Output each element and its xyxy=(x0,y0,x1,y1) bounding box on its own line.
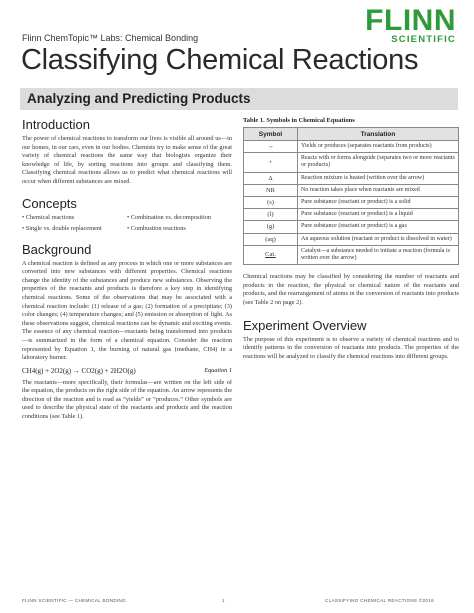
table-row xyxy=(244,172,459,184)
concept-item: • Combustion reactions xyxy=(127,224,186,232)
concept-item: • Chemical reactions xyxy=(22,213,75,221)
flinn-logo xyxy=(365,4,456,45)
header-translation: Translation xyxy=(298,128,459,141)
header-symbol: Symbol xyxy=(244,128,298,141)
equation-row xyxy=(22,367,232,375)
symbols-table xyxy=(243,127,459,265)
symbol-cell: → xyxy=(244,141,298,153)
footer-right: CLASSIFYING CHEMICAL REACTIONS ©2016 xyxy=(325,598,434,603)
experiment-heading: Experiment Overview xyxy=(243,317,367,333)
symbol-cell: (g) xyxy=(244,221,298,233)
table-row xyxy=(244,141,459,153)
logo-sub-text: SCIENTIFIC xyxy=(391,34,456,45)
symbol-cell: (aq) xyxy=(244,233,298,245)
background-text-1: A chemical reaction is defined as any process in which one or more substances are converted into new substances with different properties. Chemical reactions change the identity of the substances and produce new substances. Observing the properties of the reactants and products is therefore a key step in identifying chemical reactions. Some of the observations that may be associated with a chemical reaction include: (1) release of a gas; (2) formation of a precipitate; (3) color changes; (4) temperature changes; and (5) emission or absorption of light. As these observations suggest, chemical reactions can be dynamic and exciting events. The essence of any chemical reaction—reactants being transformed into products—is summarized in the form of a chemical equation. Consider the reaction represented by Equation 1, the burning of natural gas (methane, CH4) in a laboratory burner. xyxy=(22,259,232,362)
table-row xyxy=(244,153,459,172)
translation-cell: No reaction takes place when reactants are mixed xyxy=(298,184,459,196)
table-row xyxy=(244,245,459,264)
concepts-heading: Concepts xyxy=(22,195,77,211)
experiment-text: The purpose of this experiment is to observe a variety of chemical reactions and to identify patterns in the conversion of reactants into products. The properties of the reactions will be analyzed to classify the chemical reactions into different groups. xyxy=(243,335,459,360)
translation-cell: Catalyst—a substance needed to initiate a reaction (formula is written over the arrow) xyxy=(298,245,459,264)
intro-text: The power of chemical reactions to transform our lives is visible all around us—in our homes, in our cars, even in our bodies. Chemists try to make sense of the great variety of chemical reactions the same way that biologists organize their knowledge of life, by sorting reactions into groups and classifying them. Classifying chemical reactions allows us to predict what chemical reactions will occur when different substances are mixed. xyxy=(22,135,232,185)
left-column xyxy=(22,117,232,422)
table-row xyxy=(244,184,459,196)
concept-item: • Combination vs. decomposition xyxy=(127,213,212,221)
translation-cell: Yields or produces (separates reactants from products) xyxy=(298,141,459,153)
symbol-cell: Cat. xyxy=(244,245,298,264)
series-kicker: Flinn ChemTopic™ Labs: Chemical Bonding xyxy=(22,33,199,43)
concept-item: • Single vs. double replacement xyxy=(22,224,102,232)
symbol-cell: (l) xyxy=(244,209,298,221)
background-text-2: The reactants—more specifically, their formulas—are written on the left side of the equation, the products on the right side of the equation. An arrow represents the direction of the reaction and is read as “yields” or “produces.” Other symbols are used to describe the physical state of the reactants and products and the reaction conditions (see Table 1). xyxy=(22,378,232,421)
logo-main-text: FLINN xyxy=(365,4,456,37)
right-column xyxy=(243,117,459,361)
translation-cell: Pure substance (reactant or product) is a liquid xyxy=(298,209,459,221)
equation-1: CH4(g) + 2O2(g) → CO2(g) + 2H2O(g) xyxy=(22,366,136,375)
footer-left: FLINN SCIENTIFIC — CHEMICAL BONDING xyxy=(22,598,126,603)
intro-heading: Introduction xyxy=(22,117,90,132)
symbol-cell: NR xyxy=(244,184,298,196)
equation-label: Equation 1 xyxy=(204,366,232,374)
table-header-row xyxy=(244,128,459,141)
concepts-list xyxy=(22,214,232,232)
table-caption: Table 1. Symbols in Chemical Equations xyxy=(243,117,355,124)
translation-cell: An aqueous solution (reactant or product is dissolved in water) xyxy=(298,233,459,245)
footer-page-number: 1 xyxy=(222,598,225,603)
page-title: Classifying Chemical Reactions xyxy=(21,44,419,76)
page-subtitle: Analyzing and Predicting Products xyxy=(27,91,251,106)
translation-cell: Reaction mixture is heated (written over the arrow) xyxy=(298,172,459,184)
table-row xyxy=(244,221,459,233)
symbol-cell: + xyxy=(244,153,298,172)
table-row xyxy=(244,233,459,245)
subtitle-bar xyxy=(20,88,458,110)
classification-text: Chemical reactions may be classified by considering the number of reactants and products in the reaction, the physical or chemical nature of the reactants and products, and the rearrangement of atoms in the conversion of reactants into products (see Table 2 on page 2). xyxy=(243,273,459,307)
translation-cell: Reacts with or forms alongside (separates two or more reactants or products) xyxy=(298,153,459,172)
symbol-cell: (s) xyxy=(244,197,298,209)
symbol-cell: Δ xyxy=(244,172,298,184)
translation-cell: Pure substance (reactant or product) is a solid xyxy=(298,197,459,209)
table-row xyxy=(244,209,459,221)
background-heading: Background xyxy=(22,241,92,257)
translation-cell: Pure substance (reactant or product) is a gas xyxy=(298,221,459,233)
table-row xyxy=(244,197,459,209)
